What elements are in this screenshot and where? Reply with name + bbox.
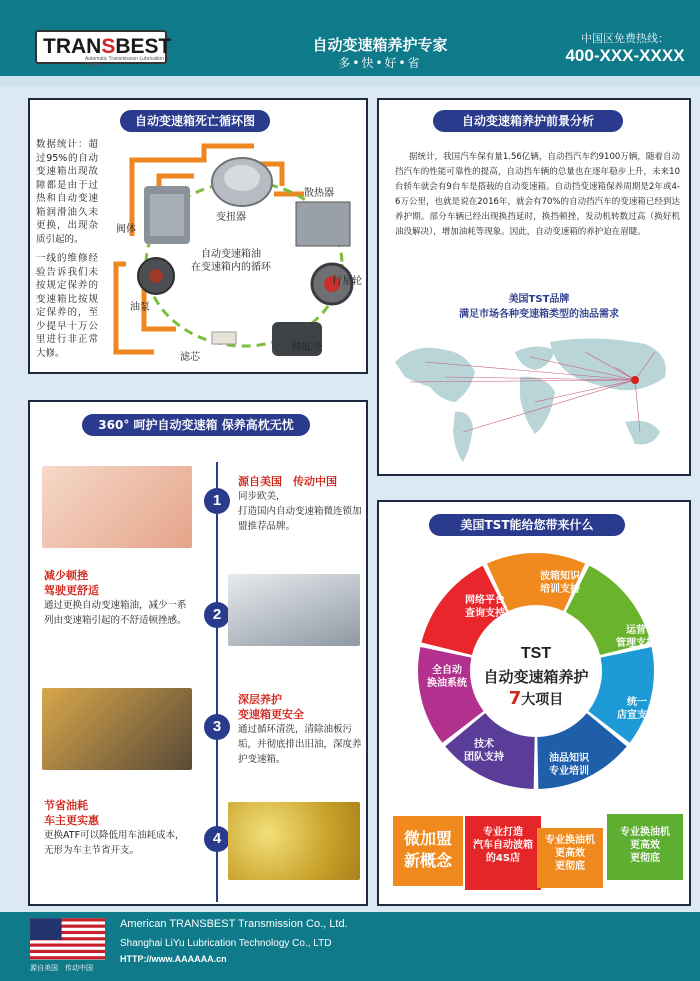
- step-number: 3: [204, 714, 230, 740]
- segment-label: 技术 团队支持: [464, 739, 504, 763]
- photo-dealership: [42, 466, 192, 548]
- tst-center-num: 7: [508, 688, 522, 709]
- header-band: [0, 76, 700, 86]
- us-flag-icon: [30, 918, 105, 960]
- segment-label: 波箱知识 培训支持: [540, 571, 580, 595]
- step-number: 2: [204, 602, 230, 628]
- world-map: [385, 322, 685, 472]
- care-item-1: [238, 474, 366, 534]
- logo-tagline: Automatic Transmission Lubrication Experts: [85, 56, 164, 68]
- prospect-title: 自动变速箱养护前景分析: [433, 110, 623, 132]
- photo-engine-oil: [42, 688, 192, 770]
- cycle-title: 自动变速箱死亡循环图: [120, 110, 270, 132]
- radiator-image: [296, 202, 350, 246]
- hotline-number[interactable]: 400-XXX-XXXX: [565, 46, 685, 65]
- care-item-2: [44, 568, 194, 628]
- label-converter: 变扭器: [216, 212, 246, 223]
- care-title: 360° 呵护自动变速箱 保养高枕无忧: [82, 414, 310, 436]
- promo-main: 微加盟 新概念: [393, 816, 463, 886]
- footer-slogan: 源自美国 传动中国: [30, 964, 93, 972]
- logo-wordmark: TRANSBEST: [43, 35, 172, 58]
- care-item-body: 同步欧美， 打造国内自动变速箱微连锁加盟推荐品牌。: [238, 491, 362, 532]
- tst-center-mid: 自动变速箱养护: [483, 668, 589, 686]
- tst-title: 美国TST能给您带来什么: [429, 514, 625, 536]
- cycle-panel: [28, 98, 368, 374]
- company-cn-english: Shanghai LiYu Lubrication Technology Co., LTD: [120, 938, 332, 949]
- website-link[interactable]: HTTP://www.AAAAAA.cn: [120, 954, 227, 964]
- label-planetary: 行星轮: [332, 276, 362, 287]
- tst-center-line: [479, 688, 593, 709]
- tst-panel: [377, 500, 691, 906]
- cycle-intro-stats: 数据统计：超过95%的自动变速箱出现故障都是由于过热和自动变速箱润滑油久未更换，出现杂质引起的。: [36, 139, 98, 245]
- cycle-intro-repair: 一线的维修经验告诉我们未按规定保养的变速箱比按规定保养的，至少提早十万公里进行非正常大修。: [36, 253, 98, 359]
- step-number: 4: [204, 826, 230, 852]
- label-center: 自动变速箱油 在变速箱内的循环: [191, 249, 271, 273]
- care-item-heading: 节省油耗 车主更实惠: [44, 799, 99, 827]
- label-pan: 油底壳: [292, 342, 322, 353]
- promo-item: 专业换油机 更高效 更彻底: [607, 814, 683, 880]
- segment-label: 统一 店宣支持: [617, 697, 657, 721]
- photo-oil-bubbles: [228, 802, 360, 880]
- page-subtitle: 多•快•好•省: [338, 56, 422, 70]
- tst-center-bottom: 大项目: [521, 692, 564, 708]
- filter-image: [212, 332, 236, 344]
- care-item-body: 通过更换自动变速箱油，减少一系列由变速箱引起的不舒适顿挫感。: [44, 600, 187, 626]
- tst-center-top: TST: [520, 645, 552, 662]
- map-title: 美国TST品牌: [508, 294, 570, 305]
- care-item-body: 通过循环清洗，清除油板污垢，并彻底排出旧油，深度养护变速箱。: [238, 724, 362, 765]
- care-item-heading: 源自美国 传动中国: [238, 475, 337, 488]
- prospect-panel: [377, 98, 691, 476]
- segment-label: 全自动 换油系统: [427, 665, 467, 689]
- cycle-intro: [36, 138, 98, 360]
- segment-label: 网络平台 查询支持: [465, 595, 505, 619]
- company-english: American TRANSBEST Transmission Co., Ltd.: [120, 918, 348, 930]
- segment-label: 运营 管理支持: [616, 625, 656, 649]
- map-subtitle: 满足市场各种变速箱类型的油品需求: [459, 309, 619, 320]
- photo-car: [228, 574, 360, 646]
- promo-item: 专业打造 汽车自动波箱 的4S店: [465, 816, 541, 890]
- promo-item: 专业换油机 更高效 更彻底: [537, 828, 603, 888]
- care-panel: [28, 400, 368, 906]
- label-valve: 阀体: [116, 224, 136, 235]
- care-item-3: [238, 692, 366, 767]
- label-radiator: 散热器: [304, 188, 334, 199]
- care-item-heading: 深层养护 变速箱更安全: [238, 693, 304, 721]
- care-item-4: [44, 798, 194, 858]
- label-pump: 油泵: [130, 302, 150, 313]
- label-filter: 滤芯: [180, 352, 200, 363]
- hotline-label: 中国区免费热线：: [581, 32, 669, 45]
- prospect-body: 据统计，我国汽车保有量1.56亿辆，自动挡汽车约9100万辆，随着自动挡汽车的性能可靠性的提高，自动挡车辆的总量也在逐年稳步上升，未来10台轿车就会有9台车是搭载的自动变速箱。自动挡变速箱保养周期是2年或4-6万公里，也就是说在2016年，就会有70%的自动挡汽车的变速箱已经到达养护期。部分车辆已经出现换挡延时，换挡顿挫，发动机转数过高（换好机油没解决），增加油耗等现象。因此，自动变速箱的养护迫在眉睫。: [395, 152, 680, 237]
- care-item-body: 更换ATF可以降低用车油耗成本，无形为车主节省开支。: [44, 830, 185, 856]
- brand-logo[interactable]: [35, 30, 172, 68]
- care-item-heading: 减少顿挫 驾驶更舒适: [44, 569, 99, 597]
- step-number: 1: [204, 488, 230, 514]
- segment-label: 油品知识 专业培训: [549, 753, 589, 777]
- page-title: 自动变速箱养护专家: [312, 36, 448, 54]
